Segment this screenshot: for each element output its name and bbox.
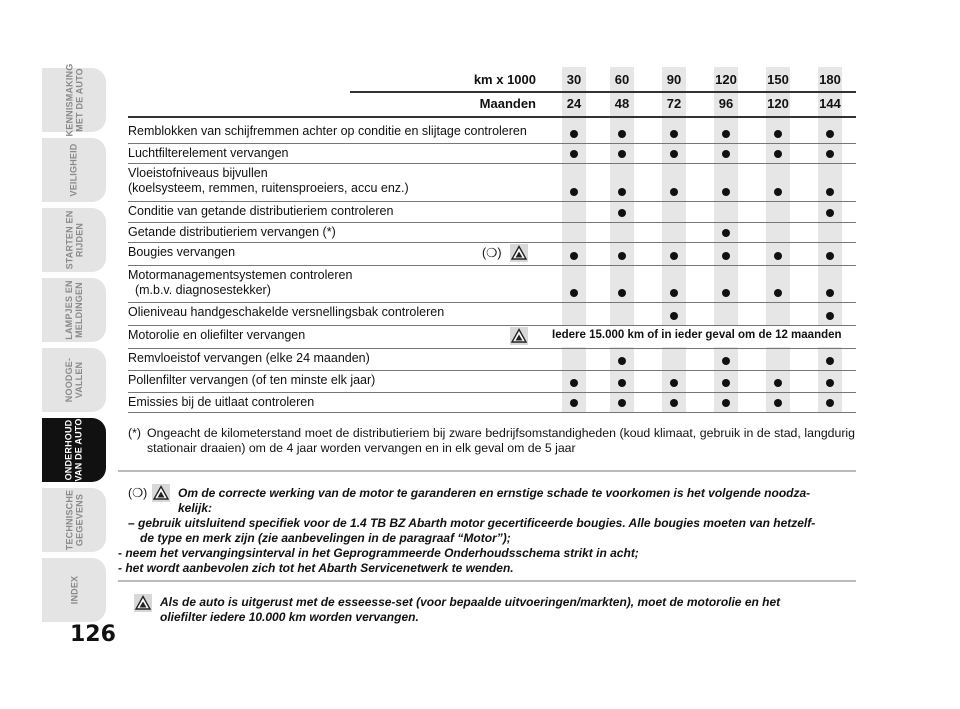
schedule-dot (774, 399, 782, 407)
schedule-dot (722, 188, 730, 196)
table-row-label: Remvloeistof vervangen (elke 24 maanden) (128, 351, 370, 365)
schedule-dot (826, 289, 834, 297)
header-months-value: 72 (666, 96, 682, 111)
schedule-dot (722, 289, 730, 297)
schedule-dot (722, 252, 730, 260)
column-shade (562, 67, 586, 412)
row-divider (128, 348, 856, 349)
schedule-dot (570, 188, 578, 196)
note1-line3: – gebruik uitsluitend specifiek voor de 1.4 TB BZ Abarth motor gecertificeerde bougies. Alle bougies moeten van hetzelf- (128, 516, 816, 530)
schedule-dot (722, 357, 730, 365)
row-divider (128, 242, 856, 243)
tab-onderhoud[interactable] (42, 418, 106, 482)
schedule-dot (570, 379, 578, 387)
schedule-dot (618, 289, 626, 297)
header-months-value: 144 (819, 96, 841, 111)
schedule-dot (722, 150, 730, 158)
tab-technische-gegevens[interactable] (42, 488, 106, 552)
tab-label: ONDERHOUD VAN DE AUTO (63, 418, 84, 482)
span-note: Iedere 15.000 km of in ieder geval om de 12 maanden (552, 329, 842, 341)
header-km-value: 30 (566, 72, 582, 87)
schedule-dot (826, 130, 834, 138)
note2-line1: Als de auto is uitgerust met de esseesse-set (voor bepaalde uitvoeringen/markten), moet de motorolie en het (160, 595, 781, 609)
schedule-dot (618, 130, 626, 138)
table-row-label: Olieniveau handgeschakelde versnellingsbak controleren (128, 305, 445, 319)
header-months-value: 48 (614, 96, 630, 111)
schedule-dot (670, 399, 678, 407)
warning-icon (510, 244, 528, 262)
note1-marker: (❍) (128, 486, 148, 500)
schedule-dot (826, 252, 834, 260)
schedule-dot (826, 399, 834, 407)
note1-line2: kelijk: (178, 501, 213, 515)
schedule-dot (826, 357, 834, 365)
header-km-value: 180 (819, 72, 841, 87)
page-number: 126 (70, 622, 116, 647)
schedule-dot (670, 150, 678, 158)
schedule-dot (722, 229, 730, 237)
schedule-dot (670, 312, 678, 320)
header-months-value: 24 (566, 96, 582, 111)
table-row-label: Motorolie en oliefilter vervangen (128, 328, 306, 342)
schedule-dot (618, 209, 626, 217)
tab-index[interactable] (42, 558, 106, 622)
warning-icon (152, 484, 170, 502)
tab-label: VEILIGHEID (68, 143, 79, 197)
schedule-dot (670, 188, 678, 196)
schedule-dot (774, 188, 782, 196)
table-row-label: Conditie van getande distributieriem controleren (128, 204, 394, 218)
tab-kennismaking[interactable] (42, 63, 106, 137)
schedule-dot (570, 289, 578, 297)
header-km-label: km x 1000 (473, 72, 536, 87)
divider (118, 580, 856, 582)
schedule-dot (826, 209, 834, 217)
header-km-value: 150 (767, 72, 789, 87)
warning-icon (510, 327, 528, 345)
schedule-dot (774, 252, 782, 260)
header-km-value: 120 (715, 72, 737, 87)
schedule-dot (618, 379, 626, 387)
table-row-label: Motormanagementsystemen controleren (m.b.v. diagnosestekker) (128, 268, 353, 297)
tab-noodgevallen[interactable] (42, 348, 106, 412)
table-row-label: Luchtfilterelement vervangen (128, 146, 289, 160)
note1-line1: Om de correcte werking van de motor te garanderen en ernstige schade te voorkomen is het volgende noodza- (178, 486, 811, 500)
tab-lampjes[interactable] (42, 278, 106, 342)
schedule-dot (670, 379, 678, 387)
row-divider (128, 265, 856, 266)
schedule-dot (722, 130, 730, 138)
row-divider (128, 201, 856, 202)
tab-label: TECHNISCHE GEGEVENS (63, 489, 84, 551)
schedule-dot (670, 130, 678, 138)
schedule-dot (774, 150, 782, 158)
header-months-value: 96 (718, 96, 734, 111)
header-km-value: 90 (666, 72, 682, 87)
header-months-value: 120 (767, 96, 789, 111)
warning-icon (134, 594, 152, 612)
footnote-marker: (*) (128, 426, 141, 440)
column-shade (766, 67, 790, 412)
row-divider (128, 392, 856, 393)
schedule-dot (570, 252, 578, 260)
divider (118, 470, 856, 472)
table-row-label: Bougies vervangen (128, 245, 236, 259)
schedule-dot (618, 150, 626, 158)
note1-line4: de type en merk zijn (zie aanbevelingen in de paragraaf “Motor”); (140, 531, 511, 545)
row-divider (128, 163, 856, 164)
table-row-label: Emissies bij de uitlaat controleren (128, 395, 315, 409)
row-divider (128, 222, 856, 223)
schedule-dot (670, 252, 678, 260)
schedule-dot (826, 188, 834, 196)
table-row-label: Vloeistofniveaus bijvullen (koelsysteem, remmen, ruitensproeiers, accu enz.) (128, 166, 409, 195)
schedule-dot (774, 130, 782, 138)
schedule-dot (826, 312, 834, 320)
row-divider (128, 143, 856, 144)
note2-line2: oliefilter iedere 10.000 km worden vervangen. (160, 610, 419, 624)
schedule-dot (826, 150, 834, 158)
schedule-dot (670, 289, 678, 297)
schedule-dot (570, 130, 578, 138)
note1-line6: - het wordt aanbevolen zich tot het Abarth Servicenetwerk te wenden. (118, 561, 514, 575)
footnote-text: Ongeacht de kilometerstand moet de distributieriem bij zware bedrijfsomstandigheden (koud klimaat, gebruik in de stad, langdurig stationair draaien) om de 4 jaar worden vervangen en in elk geval om de 5 jaar (147, 426, 855, 455)
schedule-dot (570, 399, 578, 407)
interval-note-marker: (❍) (482, 246, 502, 260)
row-divider (128, 412, 856, 413)
schedule-dot (618, 357, 626, 365)
table-row-label: Remblokken van schijfremmen achter op conditie en slijtage controleren (128, 124, 527, 138)
tab-label: STARTEN EN RIJDEN (64, 210, 84, 270)
schedule-dot (618, 399, 626, 407)
table-row-label: Pollenfilter vervangen (of ten minste elk jaar) (128, 373, 376, 387)
header-months-label: Maanden (479, 96, 536, 111)
tab-label: NOODGE- VALLEN (64, 357, 84, 403)
tab-label: LAMPJES EN MELDINGEN (63, 280, 84, 340)
column-shade (662, 67, 686, 412)
row-divider (128, 370, 856, 371)
tab-veiligheid[interactable] (42, 138, 106, 202)
schedule-dot (618, 252, 626, 260)
schedule-dot (722, 399, 730, 407)
schedule-dot (570, 150, 578, 158)
header-divider (128, 116, 856, 118)
schedule-dot (722, 379, 730, 387)
row-divider (128, 302, 856, 303)
schedule-dot (618, 188, 626, 196)
header-km-value: 60 (614, 72, 630, 87)
table-row-label: Getande distributieriem vervangen (*) (128, 225, 336, 239)
note1-line5: - neem het vervangingsinterval in het Geprogrammeerde Onderhoudsschema strikt in acht; (118, 546, 639, 560)
schedule-dot (774, 379, 782, 387)
schedule-dot (826, 379, 834, 387)
schedule-dot (774, 289, 782, 297)
tab-label: KENNISMAKING MET DE AUTO (64, 63, 84, 137)
header-divider (350, 91, 856, 93)
tab-starten[interactable] (42, 208, 106, 272)
tab-label: INDEX (68, 575, 79, 605)
